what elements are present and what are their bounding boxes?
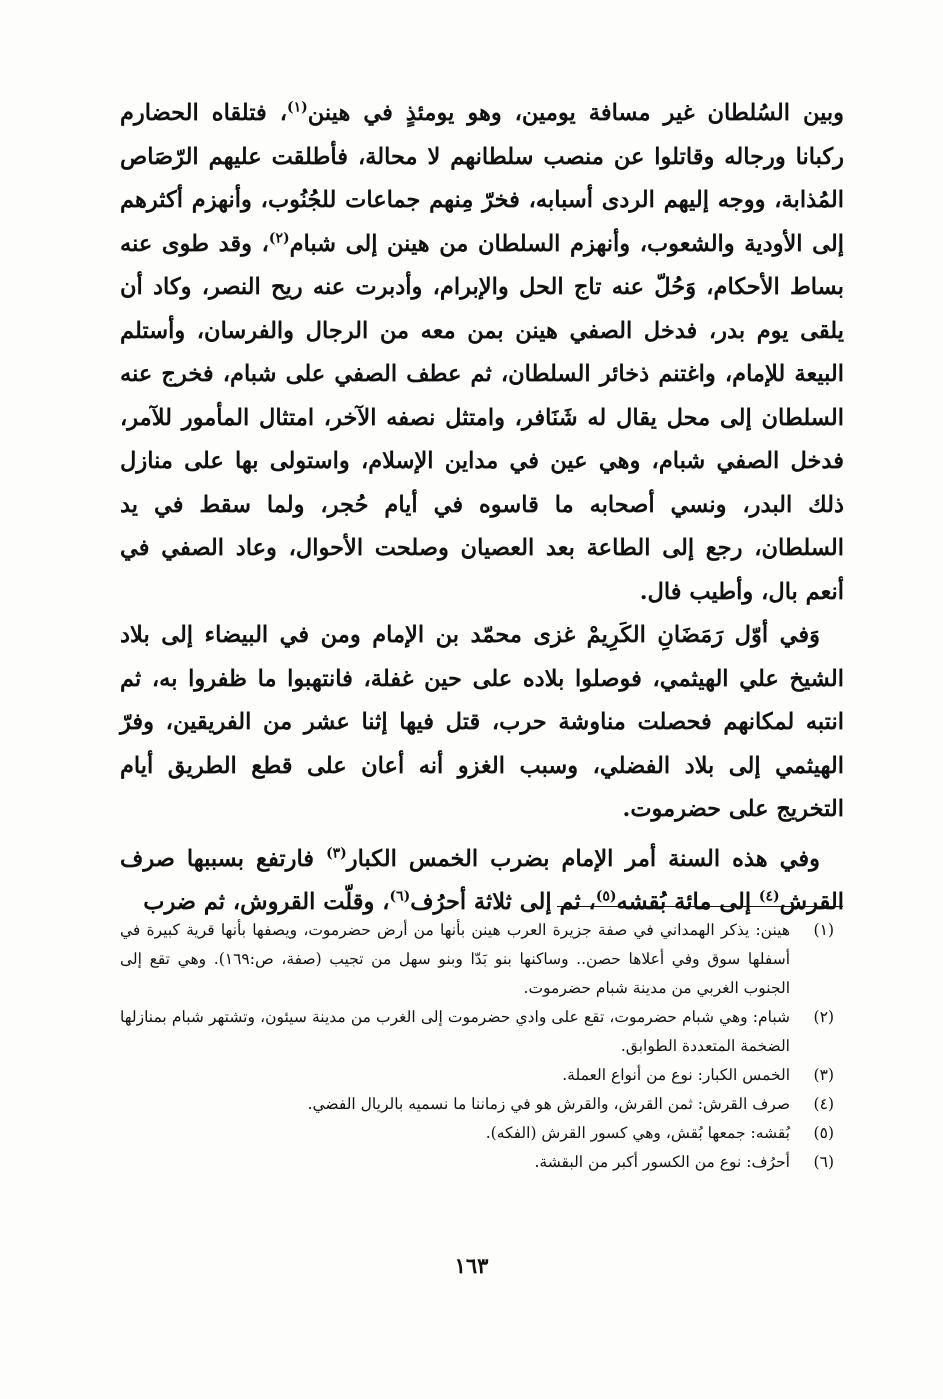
footnote-ref-2[interactable]: (٢) [268, 230, 290, 246]
text-run: ، وقد طوى عنه بساط الأحكام، وَحُلّ عنه تاج الحل والإبرام، وأدبرت عنه ريح النصر، وكاد أن يلقى يوم بدر، فدخل الصفي هينن بمن معه من الرجال والفرسان، وأستلم البيعة للإمام، واغتنم ذخائر السلطان، ثم عطف الصفي على شبام، فخرج عنه السلطان إلى محل يقال له شَنَافر، وامتثل نصفه الآخر، امتثال المأمور للآمر، فدخل الصفي شبام، وهي عين في مداين الإسلام، واستولى بها على منازل ذلك البدر، ونسي أصحابه ما قاسوه في أيام حُجر، ولما سقط في يد السلطان، رجع إلى الطاعة بعد العصيان وصلحت الأحوال، وعاد الصفي في أنعم بال، وأطيب فال. [120, 230, 844, 605]
footnote-6 [120, 1148, 844, 1177]
footnote-text: صرف القرش: ثمن القرش، والقرش هو في زماننا ما نسميه بالريال الفضي. [307, 1095, 790, 1113]
paragraph-3 [120, 838, 844, 925]
text-run: وفي هذه السنة أمر الإمام بضرب الخمس الكبار [346, 845, 820, 872]
footnote-ref-3[interactable]: (٣) [326, 845, 347, 861]
text-run: فارتفع بسببها صرف القرش [120, 845, 844, 915]
paragraph-2: وَفي أوّل رَمَضَانِ الكَرِيمْ غزى محمّد بن الإمام ومن في البيضاء إلى بلاد الشيخ علي الهيثمي، فوصلوا بلاده على حين غفلة، فانتهبوا ما ظفروا به، ثم انتبه لمكانهم فحصلت مناوشة حرب، قتل فيها إثنا عشر من الفريقين، وفرّ الهيثمي إلى بلاد الفضلي، وسبب الغزو أنه أعان على قطع الطريق أيام التخريج على حضرموت. [120, 622, 844, 822]
footnotes [120, 916, 844, 1177]
footnote-ref-1[interactable]: (١) [287, 99, 308, 116]
footnote-ref-5[interactable]: (٥) [595, 888, 617, 905]
main-text [120, 92, 844, 925]
paragraph-1 [120, 92, 844, 614]
page-number: ١٦٣ [454, 1253, 489, 1278]
footnote-4 [120, 1090, 844, 1119]
footnote-text: بُقشه: جمعها بُقش، وهي كسور القرش (الفكه). [485, 1124, 790, 1142]
footnote-text: الخمس الكبار: نوع من أنواع العملة. [562, 1066, 790, 1084]
footnote-separator [557, 906, 843, 907]
text-run: ، ثم إلى ثلاثة أحرُف [410, 889, 596, 915]
footnote-ref-6[interactable]: (٦) [389, 888, 411, 905]
footnote-number: (٦) [813, 1153, 834, 1171]
footnote-ref-4[interactable]: (٤) [758, 888, 780, 905]
text-run: ، وقلّت القروش، ثم ضرب [143, 889, 390, 915]
text-run: ، فتلقاه الحضارم ركبانا ورجاله وقاتلوا عن منصب سلطانهم لا محالة، فأطلقت عليهم الرّصَاص المُذابة، ووجه إليهم الردى أسبابه، فخرّ مِنهم جماعات للجُنُوب، وأنهزم أكثرهم إلى الأودية والشعوب، وأنهزم السلطان من هينن إلى شبام [120, 100, 844, 257]
text-run: إلى مائة بُقشه [616, 889, 759, 915]
footnote-1 [120, 916, 844, 1003]
footnote-text: أحرُف: نوع من الكسور أكبر من البقشة. [534, 1153, 790, 1171]
footnote-2 [120, 1003, 844, 1061]
footnote-5 [120, 1119, 844, 1148]
footnote-text: شبام: وهي شبام حضرموت، تقع على وادي حضرموت إلى الغرب من مدينة سيئون، وتشتهر شبام بمنازلها الضخمة المتعددة الطوابق. [120, 1008, 790, 1055]
footnote-number: (١) [813, 921, 834, 939]
footnote-number: (٣) [813, 1066, 834, 1084]
text-run: وبين السُلطان غير مسافة يومين، وهو يومئذٍ في هينن [307, 100, 844, 126]
footnote-text: هينن: يذكر الهمداني في صفة جزيرة العرب هينن بأنها من أرض حضرموت، ويصفها بأنها قرية كبيرة في أسفلها سوق وفي أعلاها حصن.. وساكنها بنو بَدّا وبنو سهل من تجيب (صفة، ص:١٦٩). وهي تقع إلى الجنوب الغربي من مدينة شبام حضرموت. [120, 921, 791, 997]
footnote-number: (٤) [813, 1095, 834, 1113]
footnote-3 [120, 1061, 844, 1090]
footnote-number: (٢) [813, 1008, 834, 1026]
footnote-number: (٥) [813, 1124, 834, 1142]
